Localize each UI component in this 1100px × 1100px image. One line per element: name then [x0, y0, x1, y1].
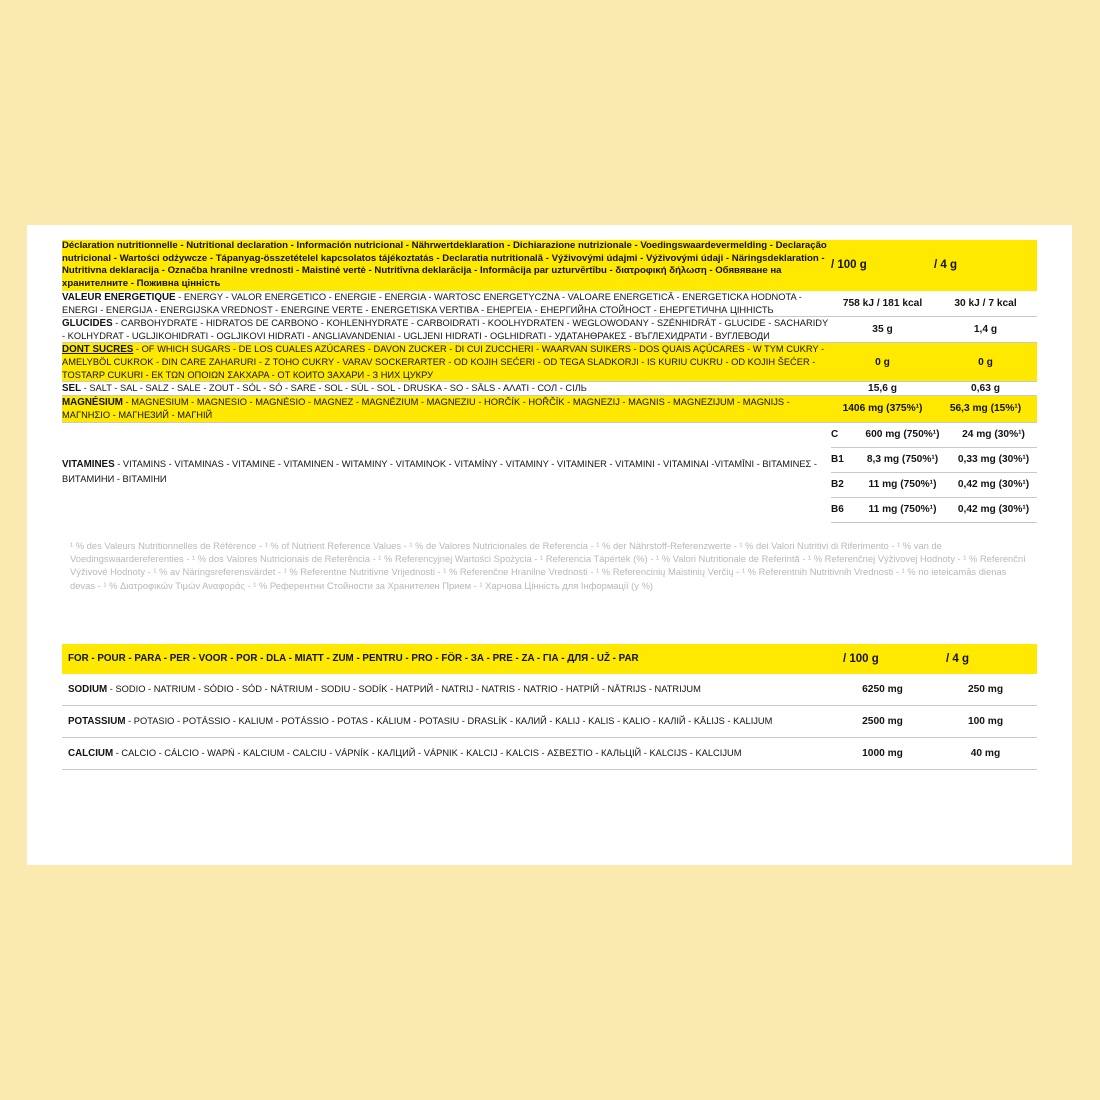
row-label-potassium [62, 705, 831, 737]
vitamins-label [62, 423, 831, 523]
vitamin-code-c: C [831, 423, 855, 448]
vitamin-code-b6: B6 [831, 497, 855, 522]
row-value-sugars-4g: 0 g [934, 343, 1037, 382]
vitamin-b1-4g: 0,33 mg (30%¹) [950, 447, 1037, 472]
nutrition-declaration-table [62, 240, 1037, 423]
table-row [62, 317, 1037, 343]
nutrition-header-languages: Déclaration nutritionnelle - Nutritional declaration - Información nutricional - Nährwertdeklaration - Dichiarazione nutrizionale - Voedingswaardevermelding - Declaração nutricional - Wartości odżywcze - Tápanyag-összetételel kapcsolatos tájékoztatás - Declaratia nutritionalã - Výživovými údajmi - Výživovými údaji - Näringsdeklaration - Nutritivna deklaracija - Označba hranilne vrednosti - Maistinė vertė - Nutritīvna deklarācija - Informācija par uzturvērtību - διατροφική δήλωση - Обявяване на хранителните - Поживна цінність [62, 240, 831, 291]
row-label-magnesium-bold: MAGNÉSIUM [62, 397, 123, 409]
row-label-calcium-rest: - CALCIO - CÁLCIO - WAPŃ - KALCIUM - CALCIU - VÁPNÍK - КАЛЦИЙ - VÁPNIK - KALCIJ - KALCIS - ΑΣΒΕΣΤΙΟ - КАЛЬЦІЙ - KALCIJS - KALCIJUM [113, 747, 742, 758]
row-label-sugars [62, 343, 831, 382]
nrv-footnote: ¹ % des Valeurs Nutritionnelles de Référence - ¹ % of Nutrient Reference Values - ¹ % de Valores Nutricionales de Referencia - ¹ % der Nährstoff-Referenzwerte - ¹ % dei Valori Nutritivi di Riferimento - ¹ % van de Voedingswaardereferenties - ¹ % dos Valores Nutricionais de Referência - ¹ % Referencyjnej Wartości Spożycia - ¹ Referencia Tápérték (%) - ¹ % Valori Nutritionale de Referintă - ¹ % Referenčnej Výživovej Hodnoty - ¹ % Referenční Výživové Hodnoty - ¹ % av Näringsreferensvärdet - ¹ % Referentne Nutritivne Vrijednosti - ¹ % Referenčne Hranilne Vrednosti - ¹ % Referencinių Maistinių Verčių - ¹ % Referentnih Nutritivnih Vrednosti - ¹ % no ieteicamās dienas devas - ¹ % Διατροφικών Τιμών Αναφοράς - ¹ % Референтни Стойности за Хранителен Прием - ¹ Харчова Цінність для Інформації (у %) [70, 539, 1026, 591]
table-row [62, 423, 1037, 448]
table-row [62, 737, 1037, 769]
row-value-carbohydrate-100g: 35 g [872, 324, 893, 336]
row-label-sodium [62, 674, 831, 706]
vitamin-b2-4g: 0,42 mg (30%¹) [950, 472, 1037, 497]
row-value-energy-4g: 30 kJ / 7 kcal [954, 297, 1017, 309]
row-label-energy-rest: - ENERGY - VALOR ENERGETICO - ENERGIE - ENERGIA - WARTOSC ENERGETYCZNA - VALOARE ENERGETICĂ - ENERGETICKA HODNOTA - ENERGI - ENERGIJA - ENERGIJSKA VREDNOST - ENERGINE VERTE - ENERGETISKA VERTIBA - ЕНЕРГЕІА - ЕНЕРГИЙНА СТОЙНОСТ - ЕНЕРГЕТИЧНА ЦІННІСТЬ [62, 291, 802, 315]
row-label-carbohydrate-rest: - CARBOHYDRATE - HIDRATOS DE CARBONO - KOHLENHYDRATE - CARBOIDRATI - KOOLHYDRATEN - WEGLOWODANY - SZÉNHIDRÁT - GLUCIDE - SACHARIDY - KOLHYDRAT - UGLJIKOHIDRATI - OGLJIKOVI HIDRATI - ANGLIAVANDENIAI - UGLJENI HIDRATI - OGLHIDRATI - УДАТАНӨРАКЕΣ - ВЪГЛЕХИДРАТИ - ВУГЛЕВОДИ [62, 318, 829, 342]
row-value-sodium-100g: 6250 mg [831, 674, 934, 706]
minerals-block [62, 644, 1037, 770]
row-label-sodium-bold: SODIUM [68, 683, 108, 695]
nutrition-sheet [62, 240, 1037, 770]
vitamins-label-bold: VITAMINES [62, 458, 115, 470]
row-value-potassium-4g: 100 mg [934, 705, 1037, 737]
row-label-magnesium [62, 396, 831, 422]
row-label-salt-rest: - SALT - SAL - SALZ - SALE - ZOUT - SÓL - SÓ - SARE - SOL - SÚL - SOL - DRUSKA - SO - SĀLS - AΛATI - СОЛ - СІЛЬ [81, 383, 587, 394]
row-label-calcium [62, 737, 831, 769]
row-value-magnesium-4g: 56,3 mg (15%¹) [934, 396, 1037, 422]
row-label-potassium-bold: POTASSIUM [68, 715, 126, 727]
vitamin-b6-100g: 11 mg (750%¹) [855, 497, 950, 522]
minerals-header-col-100g: / 100 g [831, 644, 934, 674]
minerals-table [62, 644, 1037, 770]
row-value-sugars-100g: 0 g [831, 343, 934, 382]
vitamin-b1-100g: 8,3 mg (750%¹) [855, 447, 950, 472]
row-label-sugars-bold: DONT SUCRES [62, 344, 134, 356]
table-row [62, 396, 1037, 422]
row-label-carbohydrate-bold: GLUCIDES [62, 318, 113, 329]
row-label-calcium-bold: CALCIUM [68, 747, 114, 759]
vitamin-c-100g: 600 mg (750%¹) [855, 423, 950, 448]
row-value-calcium-100g: 1000 mg [831, 737, 934, 769]
row-value-energy-100g: 758 kJ / 181 kcal [842, 297, 923, 309]
nutrition-table-header-row [62, 240, 1037, 291]
row-value-carbohydrate-4g: 1,4 g [973, 324, 998, 336]
row-label-magnesium-rest: - MAGNESIUM - MAGNESIO - MAGNÉSIO - MAGNEZ - MAGNÉZIUM - MAGNEZIU - HORČÍK - HOŘČÍK - MAGNEZIJ - MAGNIS - MAGNEZIJUM - MAGNIJS - ΜΑΓΝΗΣΙΟ - МАГНЕЗИЙ - МАГНІЙ [62, 397, 790, 421]
vitamin-code-b1: B1 [831, 447, 855, 472]
row-label-energy-bold: VALEUR ENERGETIQUE [62, 291, 176, 303]
table-row [62, 674, 1037, 706]
table-row [62, 705, 1037, 737]
nutrition-header-col-4g: / 4 g [934, 240, 1037, 291]
table-row [62, 343, 1037, 382]
row-value-potassium-100g: 2500 mg [831, 705, 934, 737]
table-row [62, 291, 1037, 317]
vitamin-c-4g: 24 mg (30%¹) [950, 423, 1037, 448]
row-label-salt [62, 382, 831, 396]
row-label-salt-bold: SEL [62, 383, 82, 395]
vitamin-b2-100g: 11 mg (750%¹) [855, 472, 950, 497]
minerals-header-col-4g: / 4 g [934, 644, 1037, 674]
nutrition-header-col-100g: / 100 g [831, 240, 934, 291]
row-label-carbohydrate [62, 317, 831, 343]
row-label-potassium-rest: - POTASIO - POTÁSSIO - KALIUM - POTÁSSIO - POTAS - KÁLIUM - POTASIU - DRASLÍK - КАЛИЙ - KALIJ - KALIS - KALIO - КАЛІЙ - KĀLIJS - KALIJUM [125, 715, 773, 726]
vitamins-table [62, 423, 1037, 523]
row-value-sodium-4g: 250 mg [934, 674, 1037, 706]
row-label-sodium-rest: - SODIO - NATRIUM - SÓDIO - SÓD - NÁTRIUM - SODIU - SODÍK - НАТРИЙ - NATRIJ - NATRIS - NATRIO - НАТРІЙ - NĀTRIJS - NATRIJUM [107, 683, 701, 694]
vitamins-label-rest: - VITAMINS - VITAMINAS - VITAMINE - VITAMINEN - WITAMINY - VITAMINOK - VITAMÍNY - VITAMINY - VITAMINER - VITAMINI - VITAMINAI -VITAMĪNI - ΒΙΤΑΜΙΝΕΣ - ВИТАМИНИ - ВІТАМІНИ [62, 458, 817, 484]
row-label-sugars-rest: - OF WHICH SUGARS - DE LOS CUALES AZÚCARES - DAVON ZUCKER - DI CUI ZUCCHERI - WAARVAN SUIKERS - DOS QUAIS AÇÚCARES - W TYM CUKRY - AMELYBÖL CUKROK - DIN CARE ZAHARURI - Z TOHO CUKRY - VARAV SOCKERARTER - OD KOJIH SEĆERI - OD TEGA SLADKORJI - IS KURIU CUKRU - OD KOJIH ŠEĆER - TOSTARP CUKURI - ЕК ΤΩΝ ΟΠΟΙΩΝ ΣΑΚΧΑΡΑ - ОТ КОИТО ЗАХАРИ - З НИХ ЦУКРУ [62, 344, 825, 380]
minerals-header-languages: FOR - POUR - PARA - PER - VOOR - POR - DLA - MIATT - ZUM - PENTRU - PRO - FÖR - ЗА - PRE - ZA - ΓΙΑ - ДЛЯ - UŽ - PAR [62, 644, 831, 674]
table-row [62, 382, 1037, 396]
row-value-calcium-4g: 40 mg [934, 737, 1037, 769]
minerals-header-row [62, 644, 1037, 674]
vitamin-b6-4g: 0,42 mg (30%¹) [950, 497, 1037, 522]
row-value-salt-100g: 15,6 g [868, 383, 897, 395]
row-label-energy [62, 291, 831, 317]
vitamin-code-b2: B2 [831, 472, 855, 497]
row-value-magnesium-100g: 1406 mg (375%¹) [831, 396, 934, 422]
row-value-salt-4g: 0,63 g [971, 383, 1000, 395]
